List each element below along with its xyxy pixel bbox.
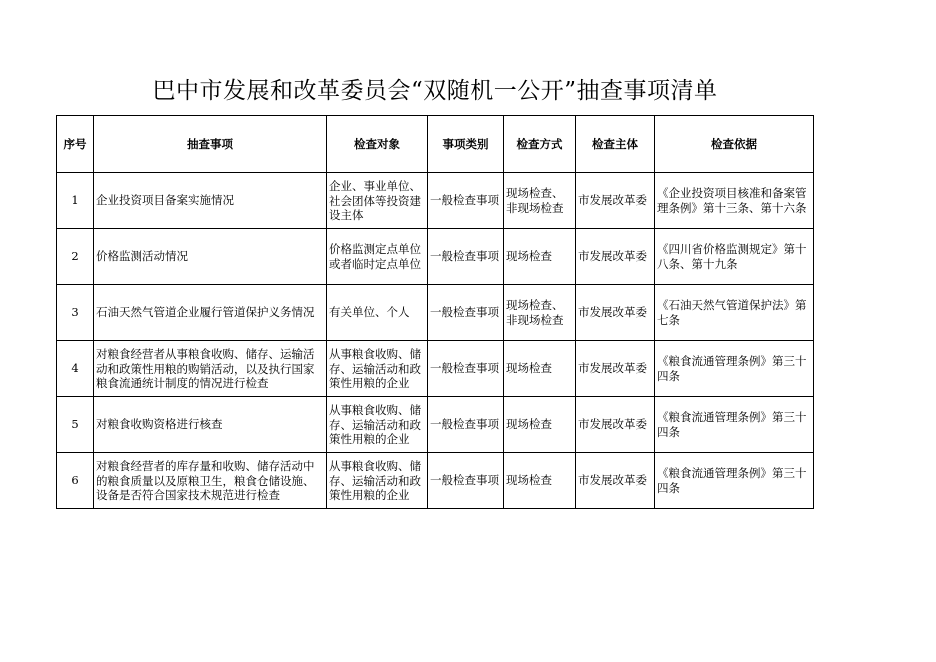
- page-title: 巴中市发展和改革委员会“双随机一公开”抽查事项清单: [152, 78, 718, 104]
- cell-basis-text: 《粮食流通管理条例》第三十四条: [657, 354, 807, 383]
- cell-subject-text: 市发展改革委: [578, 361, 647, 376]
- cell-method: [504, 453, 576, 509]
- cell-item: [94, 397, 327, 453]
- cell-method: [504, 397, 576, 453]
- header-object: 检查对象: [327, 116, 428, 173]
- cell-subject: [576, 453, 655, 509]
- cell-no: 2: [57, 229, 94, 285]
- cell-basis-text: 《四川省价格监测规定》第十八条、第十九条: [657, 242, 807, 271]
- cell-category-text: 一般检查事项: [430, 305, 499, 320]
- header-subject: 检查主体: [576, 116, 655, 173]
- cell-method: [504, 229, 576, 285]
- header-method: 检查方式: [504, 116, 576, 173]
- cell-item-text: 对粮食收购资格进行核查: [96, 417, 223, 432]
- inspection-table: [56, 115, 814, 509]
- cell-subject-text: 市发展改革委: [578, 249, 647, 264]
- header-no: 序号: [57, 116, 94, 173]
- cell-subject-text: 市发展改革委: [578, 193, 647, 208]
- cell-basis-text: 《石油天然气管道保护法》第七条: [657, 298, 807, 327]
- cell-basis-text: 《企业投资项目核准和备案管理条例》第十三条、第十六条: [657, 186, 807, 215]
- cell-object: [327, 285, 428, 341]
- cell-basis: [655, 285, 814, 341]
- cell-category-text: 一般检查事项: [430, 361, 499, 376]
- cell-object-text: 企业、事业单位、社会团体等投资建设主体: [329, 179, 421, 222]
- cell-basis-text: 《粮食流通管理条例》第三十四条: [657, 466, 807, 495]
- cell-object: [327, 453, 428, 509]
- cell-no: 1: [57, 173, 94, 229]
- cell-item: [94, 285, 327, 341]
- cell-category: [428, 341, 504, 397]
- cell-item: [94, 453, 327, 509]
- cell-category-text: 一般检查事项: [430, 417, 499, 432]
- cell-subject: [576, 173, 655, 229]
- table-header-row: [57, 116, 814, 173]
- cell-subject: [576, 285, 655, 341]
- table-row: [57, 453, 814, 509]
- cell-method: [504, 341, 576, 397]
- cell-item: [94, 341, 327, 397]
- cell-basis: [655, 341, 814, 397]
- cell-item: [94, 229, 327, 285]
- cell-item-text: 对粮食经营者从事粮食收购、储存、运输活动和政策性用粮的购销活动，以及执行国家粮食流通统计制度的情况进行检查: [96, 347, 315, 390]
- cell-subject: [576, 229, 655, 285]
- table-row: [57, 397, 814, 453]
- cell-item-text: 对粮食经营者的库存量和收购、储存活动中的粮食质量以及原粮卫生，粮食仓储设施、设备是否符合国家技术规范进行检查: [96, 459, 315, 502]
- cell-item-text: 价格监测活动情况: [96, 249, 188, 264]
- cell-category: [428, 397, 504, 453]
- cell-subject-text: 市发展改革委: [578, 417, 647, 432]
- cell-category: [428, 285, 504, 341]
- cell-subject-text: 市发展改革委: [578, 305, 647, 320]
- cell-category-text: 一般检查事项: [430, 193, 499, 208]
- cell-basis: [655, 229, 814, 285]
- cell-object: [327, 341, 428, 397]
- cell-basis: [655, 397, 814, 453]
- cell-method: [504, 285, 576, 341]
- header-category: 事项类别: [428, 116, 504, 173]
- cell-subject: [576, 341, 655, 397]
- cell-subject: [576, 397, 655, 453]
- cell-method-text: 现场检查: [506, 473, 552, 488]
- cell-category-text: 一般检查事项: [430, 473, 499, 488]
- cell-item: [94, 173, 327, 229]
- cell-no: 4: [57, 341, 94, 397]
- cell-object: [327, 173, 428, 229]
- cell-method-text: 现场检查、非现场检查: [506, 298, 564, 327]
- cell-category: [428, 173, 504, 229]
- cell-object: [327, 229, 428, 285]
- cell-category: [428, 229, 504, 285]
- cell-basis: [655, 453, 814, 509]
- cell-no: 6: [57, 453, 94, 509]
- cell-category: [428, 453, 504, 509]
- table-row: [57, 341, 814, 397]
- cell-object-text: 从事粮食收购、储存、运输活动和政策性用粮的企业: [329, 403, 421, 446]
- cell-item-text: 石油天然气管道企业履行管道保护义务情况: [96, 305, 315, 320]
- table-row: [57, 173, 814, 229]
- header-basis: 检查依据: [655, 116, 814, 173]
- cell-no: 3: [57, 285, 94, 341]
- cell-basis-text: 《粮食流通管理条例》第三十四条: [657, 410, 807, 439]
- cell-method-text: 现场检查: [506, 417, 552, 432]
- cell-method-text: 现场检查、非现场检查: [506, 186, 564, 215]
- cell-item-text: 企业投资项目备案实施情况: [96, 193, 234, 208]
- cell-object-text: 价格监测定点单位或者临时定点单位: [329, 242, 421, 271]
- cell-object-text: 从事粮食收购、储存、运输活动和政策性用粮的企业: [329, 459, 421, 502]
- cell-object-text: 有关单位、个人: [329, 305, 410, 320]
- cell-method: [504, 173, 576, 229]
- cell-method-text: 现场检查: [506, 361, 552, 376]
- cell-category-text: 一般检查事项: [430, 249, 499, 264]
- cell-object-text: 从事粮食收购、储存、运输活动和政策性用粮的企业: [329, 347, 421, 390]
- table-row: [57, 229, 814, 285]
- cell-method-text: 现场检查: [506, 249, 552, 264]
- cell-object: [327, 397, 428, 453]
- cell-basis: [655, 173, 814, 229]
- header-item: 抽查事项: [94, 116, 327, 173]
- cell-no: 5: [57, 397, 94, 453]
- cell-subject-text: 市发展改革委: [578, 473, 647, 488]
- table-row: [57, 285, 814, 341]
